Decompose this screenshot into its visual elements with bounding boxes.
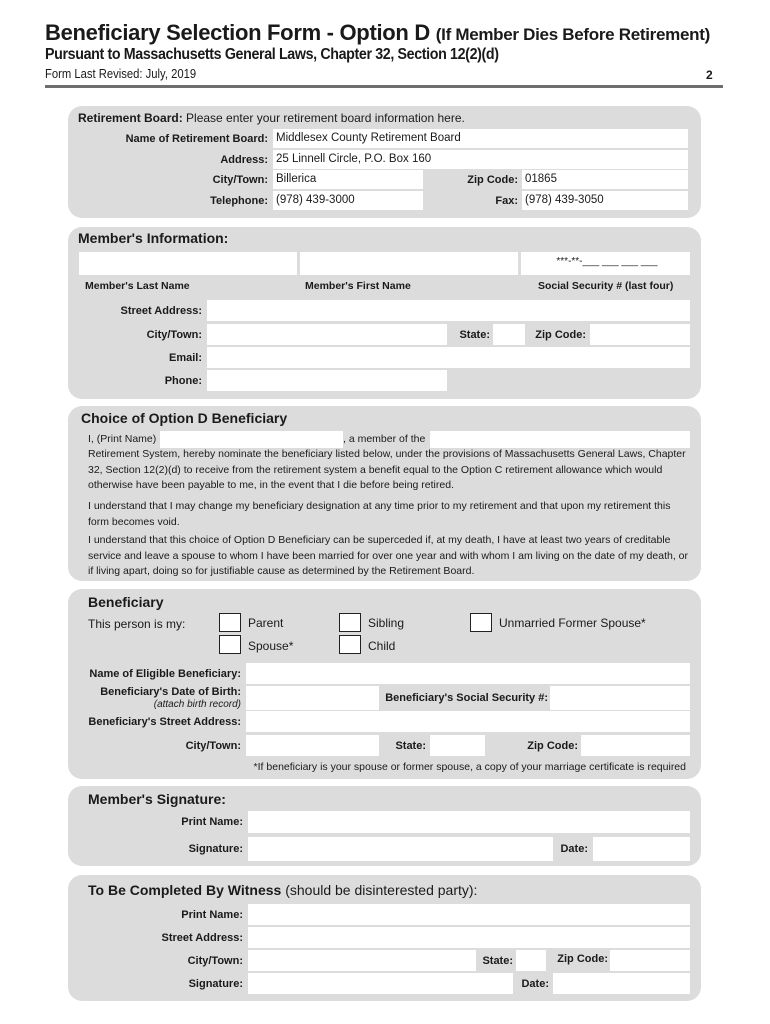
header-divider [45,85,723,88]
member-state-field[interactable] [493,324,525,345]
parent-checkbox[interactable] [219,613,241,632]
witness-heading [88,882,477,898]
beneficiary-state-label: State: [395,740,426,752]
child-checkbox[interactable] [339,635,361,654]
member-state-label: State: [459,329,490,341]
witness-heading-note: (should be disinterested party): [285,882,478,898]
spouse-checkbox[interactable] [219,635,241,654]
signature-label: Signature: [188,843,243,855]
member-first-name-label: Member's First Name [305,280,411,292]
member-zip-field[interactable] [590,324,690,345]
board-address-label: Address: [220,154,268,166]
witness-city-field[interactable] [248,950,476,971]
member-ssn-label: Social Security # (last four) [538,280,674,292]
witness-city-label: City/Town: [187,955,243,967]
form-title [45,20,710,46]
board-zip-label: Zip Code: [467,174,518,186]
board-fax-field[interactable]: (978) 439-3050 [522,191,688,210]
member-info-panel [68,227,701,399]
beneficiary-city-label: City/Town: [185,740,241,752]
member-first-name-field[interactable] [300,252,518,275]
member-phone-label: Phone: [164,375,202,387]
witness-signature-label: Signature: [188,978,243,990]
signature-date-field[interactable] [593,837,690,861]
beneficiary-dob-field[interactable] [246,686,379,710]
beneficiary-street-label: Beneficiary's Street Address: [88,716,241,728]
beneficiary-state-field[interactable] [430,735,485,756]
sibling-checkbox[interactable] [339,613,361,632]
witness-signature-field[interactable] [248,973,513,994]
choice-paragraph-2: I understand that I may change my beneficiary designation at any time prior to my retirement and that upon my retirement this form becomes void. [88,500,671,528]
spouse-option-label: Spouse* [248,639,294,653]
witness-print-name-label: Print Name: [181,909,243,921]
witness-print-name-field[interactable] [248,904,690,925]
choice-paragraph-1: Retirement System, hereby nominate the beneficiary listed below, under the provisions of Massachusetts General Laws, Chapter 32, Section 12(2)(d) to receive from the retirement system a benefit equal to the Option C retirement allowance which would otherwise have been payable to me, in the event that I die before being retired. [88,448,686,491]
board-address-field[interactable]: 25 Linnell Circle, P.O. Box 160 [273,150,688,169]
board-telephone-field[interactable]: (978) 439-3000 [273,191,423,210]
member-city-field[interactable] [207,324,447,345]
child-option-label: Child [368,639,396,653]
beneficiary-name-label: Name of Eligible Beneficiary: [89,668,241,680]
retirement-board-instruction: Please enter your retirement board information here. [186,111,465,125]
witness-date-field[interactable] [553,973,690,994]
member-city-label: City/Town: [146,329,202,341]
beneficiary-zip-field[interactable] [581,735,690,756]
beneficiary-city-field[interactable] [246,735,379,756]
witness-panel [68,875,701,1001]
beneficiary-ssn-label: Beneficiary's Social Security #: [385,692,548,704]
sibling-option-label: Sibling [368,616,405,630]
signature-field[interactable] [248,837,553,861]
beneficiary-dob-note: (attach birth record) [153,699,241,710]
former-spouse-checkbox[interactable] [470,613,492,632]
retirement-board-heading-text: Retirement Board: [78,111,183,125]
member-zip-label: Zip Code: [535,329,586,341]
board-city-field[interactable]: Billerica [273,170,423,189]
page-number: 2 [706,68,713,82]
choice-retirement-system-field[interactable] [430,431,690,448]
witness-heading-text: To Be Completed By Witness [88,882,282,898]
witness-state-label: State: [482,955,513,967]
witness-street-label: Street Address: [161,932,243,944]
former-spouse-option-label: Unmarried Former Spouse* [499,616,646,630]
beneficiary-panel [68,589,701,779]
print-name-prefix: I, (Print Name) [88,433,157,445]
board-fax-label: Fax: [495,195,518,207]
retirement-board-panel [68,106,701,218]
witness-zip-label: Zip Code: [557,953,608,965]
member-signature-panel [68,786,701,866]
signature-print-name-field[interactable] [248,811,690,833]
board-telephone-label: Telephone: [210,195,268,207]
revision-date: Form Last Revised: July, 2019 [45,67,197,81]
member-of-text: , a member of the [343,433,426,445]
member-last-name-label: Member's Last Name [85,280,190,292]
choice-heading: Choice of Option D Beneficiary [81,410,288,426]
beneficiary-name-field[interactable] [246,663,690,684]
witness-street-field[interactable] [248,927,690,948]
form-subtitle: Pursuant to Massachusetts General Laws, Chapter 32, Section 12(2)(d) [45,46,499,63]
beneficiary-zip-label: Zip Code: [527,740,578,752]
signature-date-label: Date: [560,843,588,855]
member-info-heading: Member's Information: [78,230,229,246]
form-title-main: Beneficiary Selection Form - Option D [45,20,430,45]
member-street-field[interactable] [207,300,690,321]
board-city-label: City/Town: [212,174,268,186]
retirement-board-heading [78,111,465,125]
board-name-field[interactable]: Middlesex County Retirement Board [273,129,688,148]
choice-panel [68,406,701,581]
choice-paragraph-3: I understand that this choice of Option D Beneficiary can be superceded if, at my death, I have at least two years of creditable service and leave a spouse to whom I have been married for over one year and with whom I am living on the date of my death, or if living apart, doing so for justifiable cause as determined by the Retirement Board. [88,534,688,577]
this-person-label: This person is my: [88,617,186,631]
member-last-name-field[interactable] [79,252,297,275]
beneficiary-ssn-field[interactable] [550,686,690,710]
member-ssn-field[interactable]: ***-**-___ ___ ___ ___ [521,252,690,275]
member-street-label: Street Address: [120,305,202,317]
witness-zip-field[interactable] [610,950,690,971]
board-zip-field[interactable]: 01865 [522,170,688,189]
beneficiary-heading: Beneficiary [88,594,164,610]
witness-date-label: Date: [521,978,549,990]
choice-print-name-field[interactable] [160,431,343,448]
beneficiary-street-field[interactable] [246,711,690,732]
signature-print-name-label: Print Name: [181,816,243,828]
witness-state-field[interactable] [516,950,546,971]
member-email-label: Email: [168,352,202,364]
parent-option-label: Parent [248,616,284,630]
member-phone-field[interactable] [207,370,447,391]
form-title-paren: (If Member Dies Before Retirement) [435,25,710,44]
board-name-label: Name of Retirement Board: [125,133,268,145]
member-email-field[interactable] [207,347,690,368]
beneficiary-dob-label: Beneficiary's Date of Birth: [100,686,241,698]
member-signature-heading: Member's Signature: [88,791,226,807]
beneficiary-footnote: *If beneficiary is your spouse or former spouse, a copy of your marriage certificate is required [253,761,686,773]
